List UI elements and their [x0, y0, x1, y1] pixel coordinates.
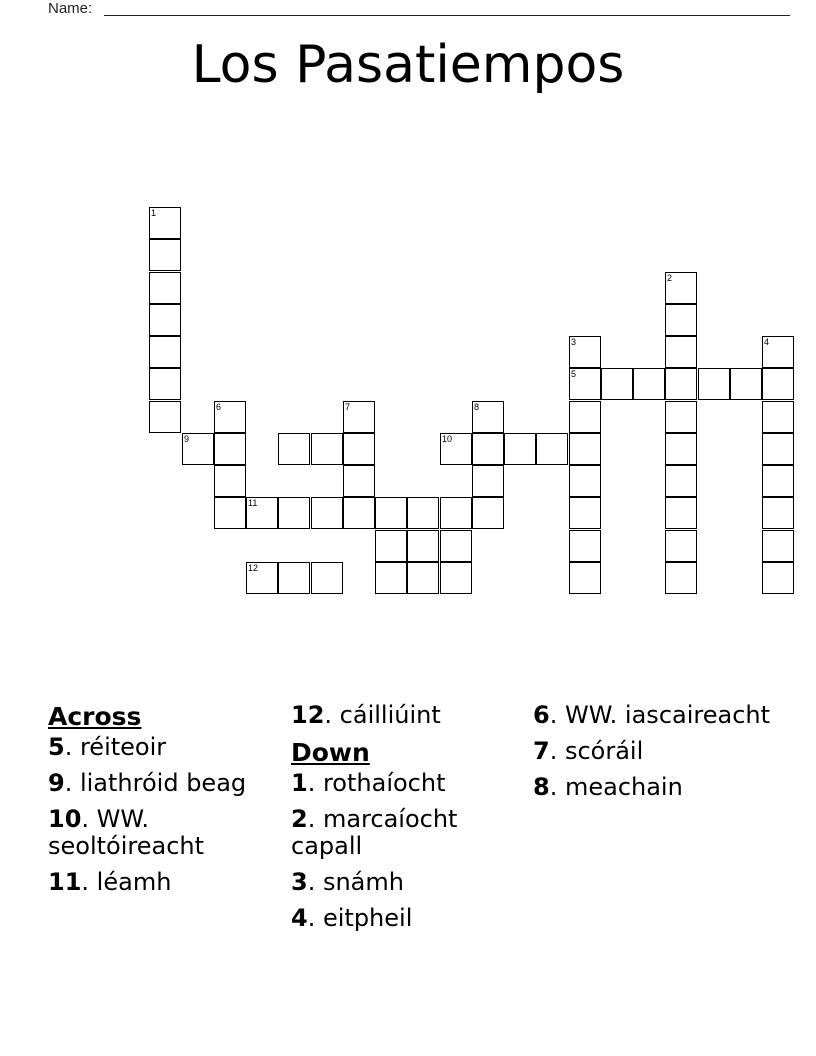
grid-cell[interactable] [762, 433, 794, 465]
grid-cell[interactable] [762, 497, 794, 529]
grid-cell[interactable] [762, 465, 794, 497]
clue-down-1: 1. rothaíocht [291, 769, 446, 797]
grid-cell[interactable] [214, 433, 246, 465]
clue-column-3 [533, 702, 773, 810]
grid-cell[interactable] [278, 433, 310, 465]
grid-cell[interactable] [375, 497, 407, 529]
grid-cell[interactable] [149, 239, 181, 271]
cell-number: 6 [216, 402, 222, 412]
grid-cell[interactable] [536, 433, 568, 465]
clue-down-3: 3. snámh [291, 868, 404, 896]
grid-cell[interactable] [665, 530, 697, 562]
grid-cell[interactable] [569, 465, 601, 497]
cell-number: 3 [571, 337, 577, 347]
grid-cell[interactable] [278, 497, 310, 529]
grid-cell[interactable] [762, 530, 794, 562]
grid-cell[interactable] [633, 368, 665, 400]
grid-cell[interactable] [665, 336, 697, 368]
grid-cell[interactable] [149, 304, 181, 336]
grid-cell[interactable] [311, 562, 343, 594]
grid-cell[interactable] [698, 368, 730, 400]
grid-cell[interactable] [407, 497, 439, 529]
grid-cell[interactable] [730, 368, 762, 400]
grid-cell[interactable] [569, 497, 601, 529]
clue-across-11: 11. léamh [48, 868, 172, 896]
grid-cell[interactable] [311, 497, 343, 529]
grid-cell[interactable] [407, 530, 439, 562]
down-heading: Down [291, 738, 370, 767]
grid-cell[interactable] [214, 497, 246, 529]
grid-cell[interactable] [214, 465, 246, 497]
clue-across-10: 10. WW. seoltóireacht [48, 805, 205, 860]
grid-cell[interactable] [343, 433, 375, 465]
grid-cell[interactable] [665, 368, 697, 400]
grid-cell[interactable] [665, 465, 697, 497]
grid-cell[interactable] [472, 401, 504, 433]
clue-across-12: 12. cáilliúint [291, 701, 441, 729]
clue-down-8: 8. meachain [533, 773, 683, 801]
cell-number: 8 [474, 402, 480, 412]
grid-cell[interactable] [762, 336, 794, 368]
grid-cell[interactable] [762, 401, 794, 433]
cell-number: 10 [442, 434, 453, 444]
cell-number: 7 [345, 402, 351, 412]
grid-cell[interactable] [149, 401, 181, 433]
grid-cell[interactable] [665, 304, 697, 336]
grid-cell[interactable] [569, 433, 601, 465]
grid-cell[interactable] [504, 433, 536, 465]
grid-cell[interactable] [569, 562, 601, 594]
clue-across-9: 9. liathróid beag [48, 769, 247, 797]
grid-cell[interactable] [762, 368, 794, 400]
cell-number: 12 [248, 563, 259, 573]
clue-column-1 [48, 702, 288, 905]
cell-number: 9 [184, 434, 190, 444]
grid-cell[interactable] [665, 433, 697, 465]
grid-cell[interactable] [569, 401, 601, 433]
grid-cell[interactable] [278, 562, 310, 594]
across-heading: Across [48, 702, 142, 731]
clue-down-2: 2. marcaíocht capall [291, 805, 458, 860]
grid-cell[interactable] [472, 433, 504, 465]
grid-cell[interactable] [149, 368, 181, 400]
grid-cell[interactable] [472, 497, 504, 529]
grid-cell[interactable] [569, 530, 601, 562]
grid-cell[interactable] [440, 562, 472, 594]
grid-cell[interactable] [601, 368, 633, 400]
grid-cell[interactable] [440, 530, 472, 562]
grid-cell[interactable] [246, 497, 278, 529]
grid-cell[interactable] [472, 465, 504, 497]
cell-number: 4 [764, 337, 770, 347]
cell-number: 2 [667, 273, 673, 283]
grid-cell[interactable] [311, 433, 343, 465]
clue-column-2 [291, 702, 531, 941]
grid-cell[interactable] [407, 562, 439, 594]
grid-cell[interactable] [149, 272, 181, 304]
grid-cell[interactable] [149, 336, 181, 368]
grid-cell[interactable] [569, 336, 601, 368]
clue-down-6: 6. WW. iascaireacht [533, 701, 771, 729]
grid-cell[interactable] [149, 207, 181, 239]
grid-cell[interactable] [762, 562, 794, 594]
grid-cell[interactable] [343, 401, 375, 433]
grid-cell[interactable] [440, 433, 472, 465]
grid-cell[interactable] [665, 401, 697, 433]
grid-cell[interactable] [343, 465, 375, 497]
grid-cell[interactable] [375, 530, 407, 562]
grid-cell[interactable] [440, 497, 472, 529]
grid-cell[interactable] [375, 562, 407, 594]
grid-cell[interactable] [343, 497, 375, 529]
name-label: Name: [48, 0, 93, 17]
grid-cell[interactable] [665, 272, 697, 304]
cell-number: 11 [248, 498, 258, 508]
cell-number: 5 [571, 369, 577, 379]
grid-cell[interactable] [569, 368, 601, 400]
clue-across-5: 5. réiteoir [48, 733, 167, 761]
page-title: Los Pasatiempos [191, 35, 625, 95]
grid-cell[interactable] [665, 562, 697, 594]
grid-cell[interactable] [182, 433, 214, 465]
cell-number: 1 [151, 208, 157, 218]
clue-down-7: 7. scóráil [533, 737, 644, 765]
clue-down-4: 4. eitpheil [291, 904, 413, 932]
grid-cell[interactable] [214, 401, 246, 433]
grid-cell[interactable] [665, 497, 697, 529]
grid-cell[interactable] [246, 562, 278, 594]
